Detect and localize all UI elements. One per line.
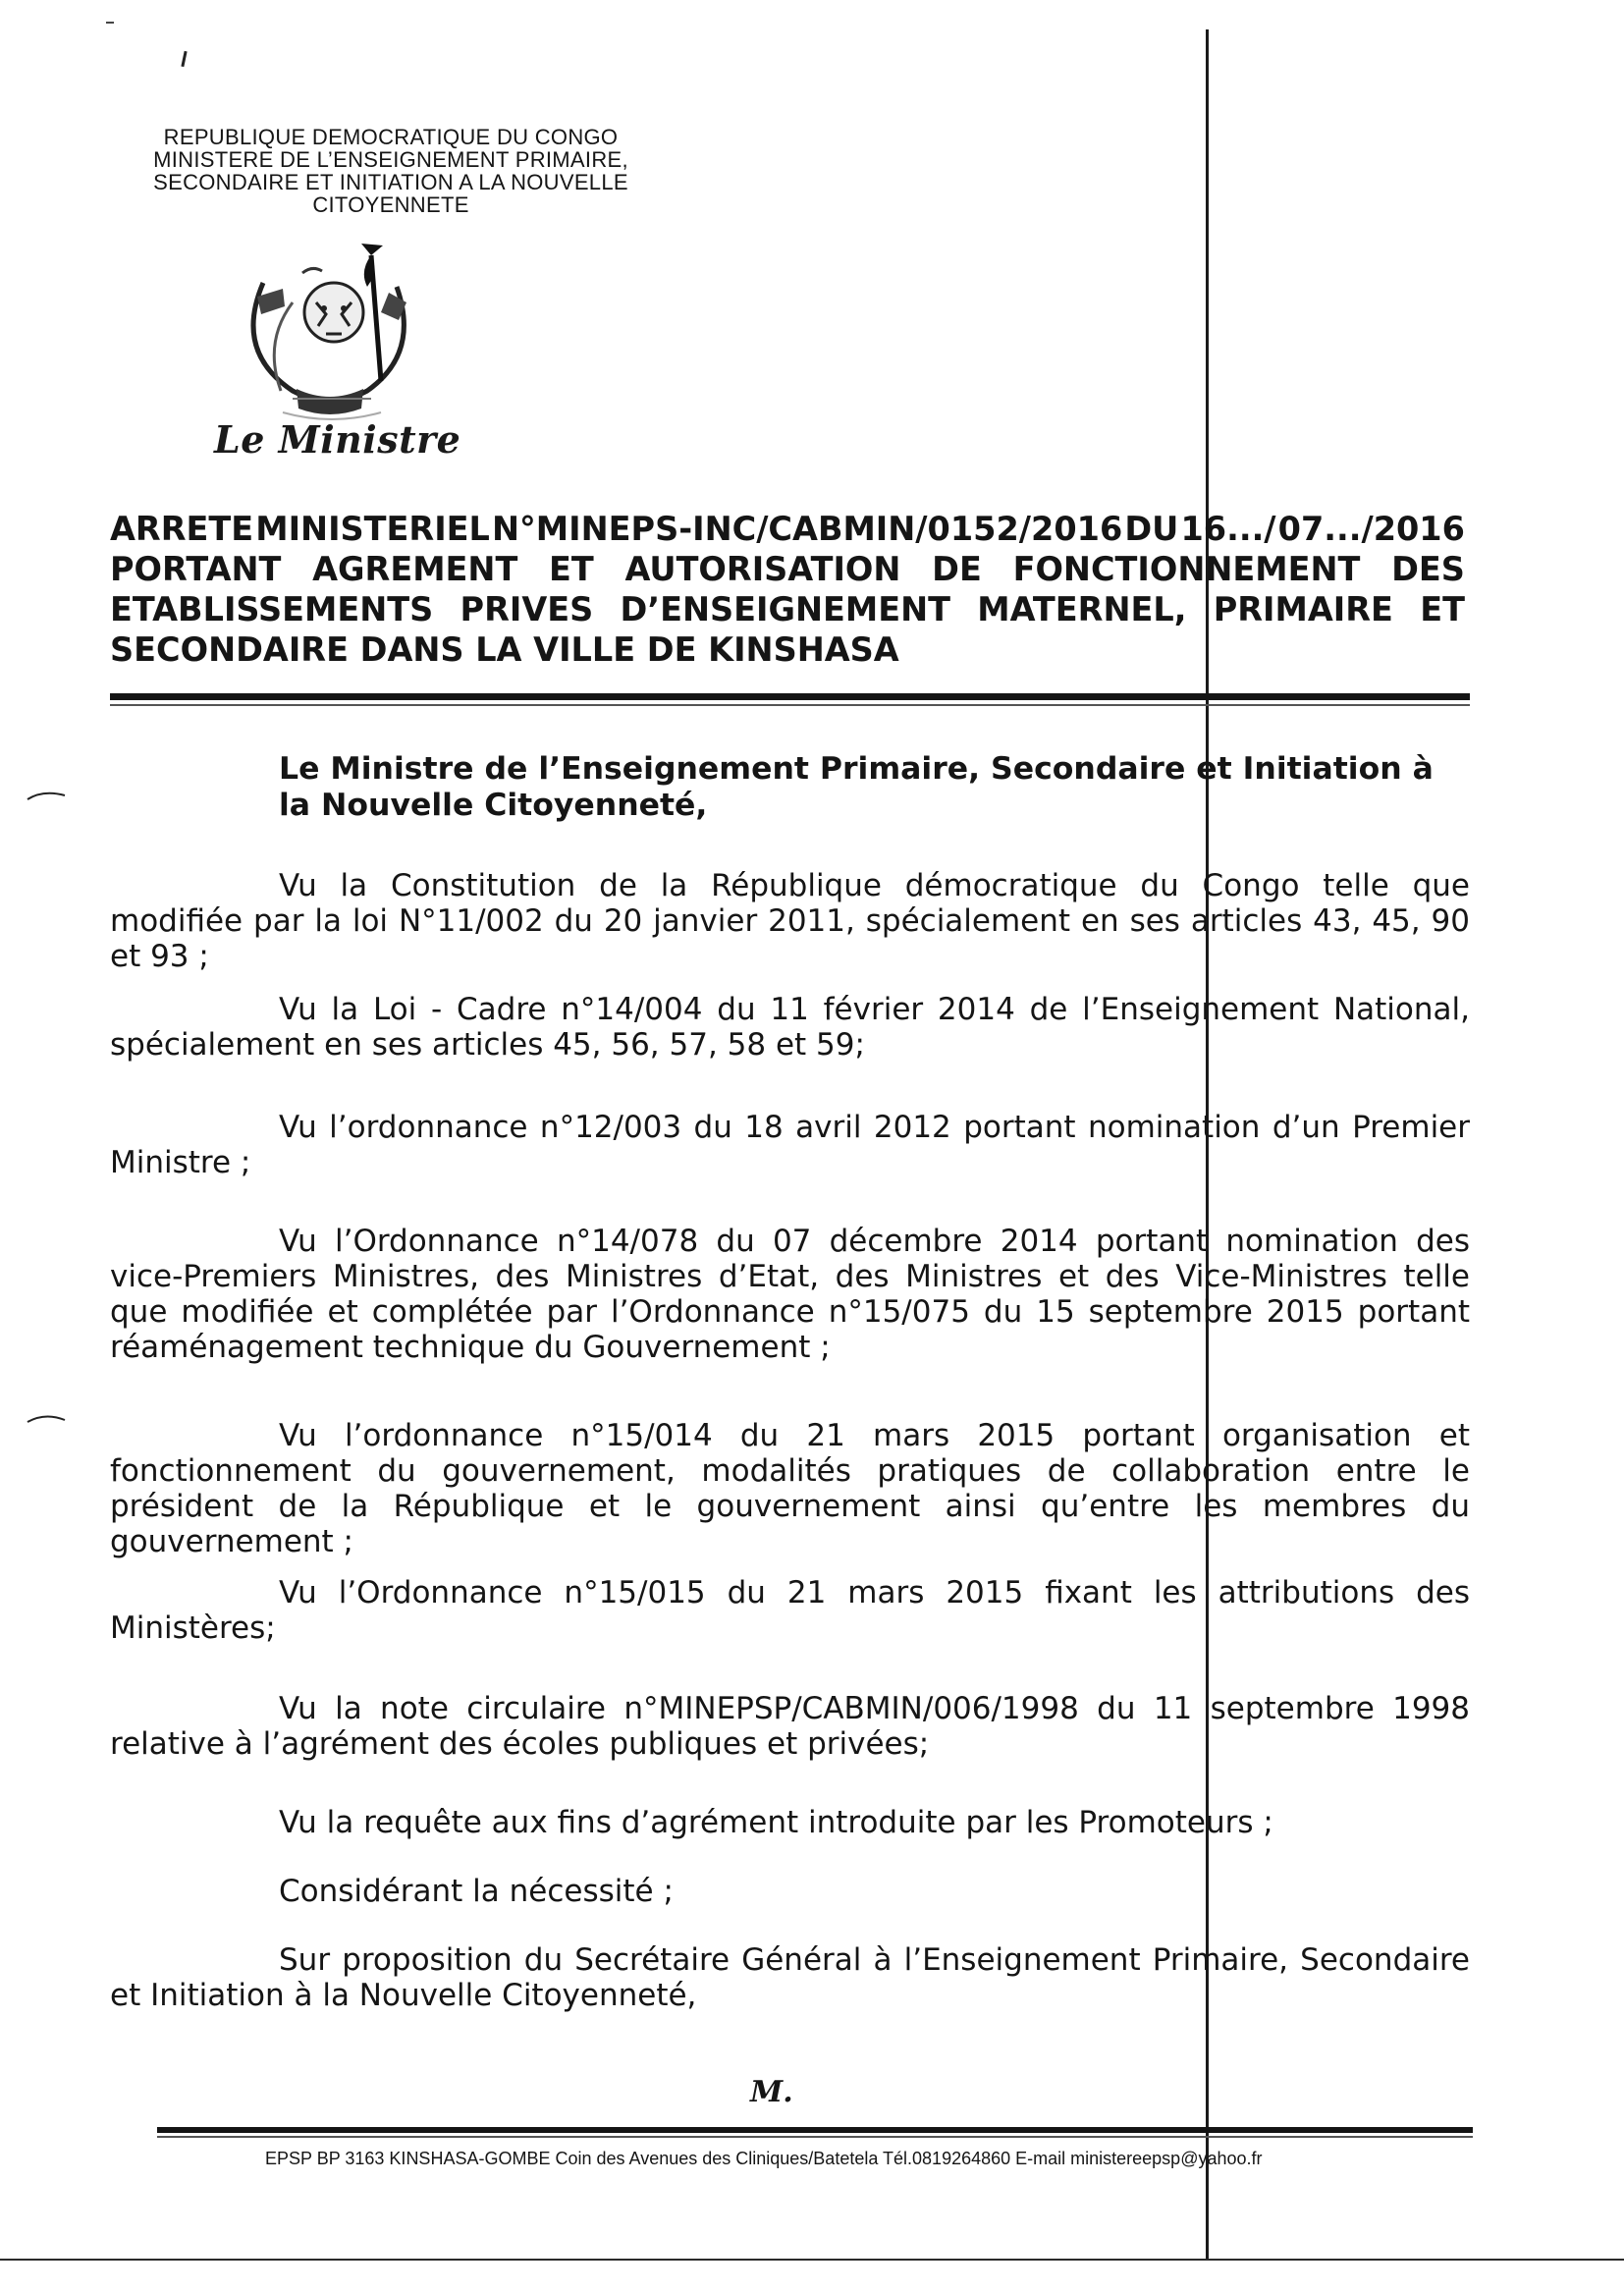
decree-title <box>110 509 1465 670</box>
visa-paragraph <box>110 1691 1470 1762</box>
visa-text: Vu l’ordonnance n°12/003 du 18 avril 2012 portant nomination d’un Premier Ministre ; <box>110 1110 1470 1180</box>
visa-text: Vu la Constitution de la République démocratique du Congo telle que modifiée par la loi N°11/002 du 20 janvier 2011, spécialement en ses articles 43, 45, 90 et 93 ; <box>110 868 1470 974</box>
margin-mark <box>26 1410 69 1430</box>
letterhead-line-3: SECONDAIRE ET INITIATION A LA NOUVELLE <box>153 170 628 194</box>
visa-paragraph <box>110 992 1470 1063</box>
margin-mark <box>26 786 69 805</box>
visa-text: Vu l’Ordonnance n°15/015 du 21 mars 2015 fixant les attributions des Ministères; <box>110 1575 1470 1646</box>
visa-text: Sur proposition du Secrétaire Général à l’Enseignement Primaire, Secondaire et Initiation à la Nouvelle Citoyenneté, <box>110 1942 1470 2013</box>
page-edge <box>0 2259 1624 2261</box>
coat-of-arms-emblem <box>224 244 436 426</box>
handwritten-initials: M. <box>750 2075 793 2109</box>
letterhead-line-1: REPUBLIQUE DEMOCRATIQUE DU CONGO <box>163 125 619 149</box>
minister-intro: Le Ministre de l’Enseignement Primaire, Secondaire et Initiation à la Nouvelle Citoyenneté, <box>279 751 1434 823</box>
visa-paragraph <box>110 868 1470 974</box>
visa-text: Vu la note circulaire n°MINEPSP/CABMIN/006/1998 du 11 septembre 1998 relative à l’agrément des écoles publiques et privées; <box>110 1691 1470 1762</box>
visa-text: Vu l’Ordonnance n°14/078 du 07 décembre 2014 portant nomination des vice-Premiers Ministres, des Ministres d’Etat, des Ministres et des Vice-Ministres telle que modifiée et complétée par l’Ordonnance n°15/075 du 15 septembre 2015 portant réaménagement technique du Gouvernement ; <box>110 1224 1470 1365</box>
title-line-3: ETABLISSEMENTS PRIVES D’ENSEIGNEMENT MATERNEL, PRIMAIRE ET <box>110 590 1465 628</box>
visa-paragraph <box>110 1224 1470 1365</box>
title-rule-thin <box>110 704 1470 706</box>
visa-text: Vu l’ordonnance n°15/014 du 21 mars 2015 portant organisation et fonctionnement du gouvernement, modalités pratiques de collaboration entre le président de la République et le gouvernement ainsi qu’entre les membres du gouvernement ; <box>110 1418 1470 1559</box>
scan-mark <box>106 22 114 24</box>
footer-address: EPSP BP 3163 KINSHASA-GOMBE Coin des Avenues des Cliniques/Batetela Tél.0819264860 E-mail ministereepsp@yahoo.fr <box>265 2149 1263 2168</box>
proposition-paragraph <box>110 1942 1470 2013</box>
letterhead-line-2: MINISTERE DE L’ENSEIGNEMENT PRIMAIRE, <box>153 147 628 172</box>
footer-rule <box>157 2127 1473 2133</box>
footer-rule-thin <box>157 2136 1473 2138</box>
visa-paragraph <box>110 1575 1470 1646</box>
visa-paragraph: Vu la requête aux fins d’agrément introduite par les Promoteurs ; <box>279 1805 1273 1840</box>
considerant-paragraph: Considérant la nécessité ; <box>279 1874 674 1909</box>
title-rule <box>110 693 1470 700</box>
title-line-2: PORTANT AGREMENT ET AUTORISATION DE FONCTIONNEMENT DES <box>110 550 1465 588</box>
visa-paragraph <box>110 1418 1470 1559</box>
letterhead <box>106 126 676 216</box>
scan-mark <box>181 51 187 67</box>
letterhead-line-4: CITOYENNETE <box>312 192 469 217</box>
visa-text: Vu la Loi - Cadre n°14/004 du 11 février 2014 de l’Enseignement National, spécialement en ses articles 45, 56, 57, 58 et 59; <box>110 992 1470 1063</box>
title-line-4: SECONDAIRE DANS LA VILLE DE KINSHASA <box>110 630 899 669</box>
title-line-1: ARRETE MINISTERIEL N°MINEPS-INC/CABMIN/0152/2016 DU 16.../ 07.../2016 <box>110 510 1465 548</box>
visa-paragraph <box>110 1110 1470 1180</box>
le-ministre-heading: Le Ministre <box>214 417 461 462</box>
